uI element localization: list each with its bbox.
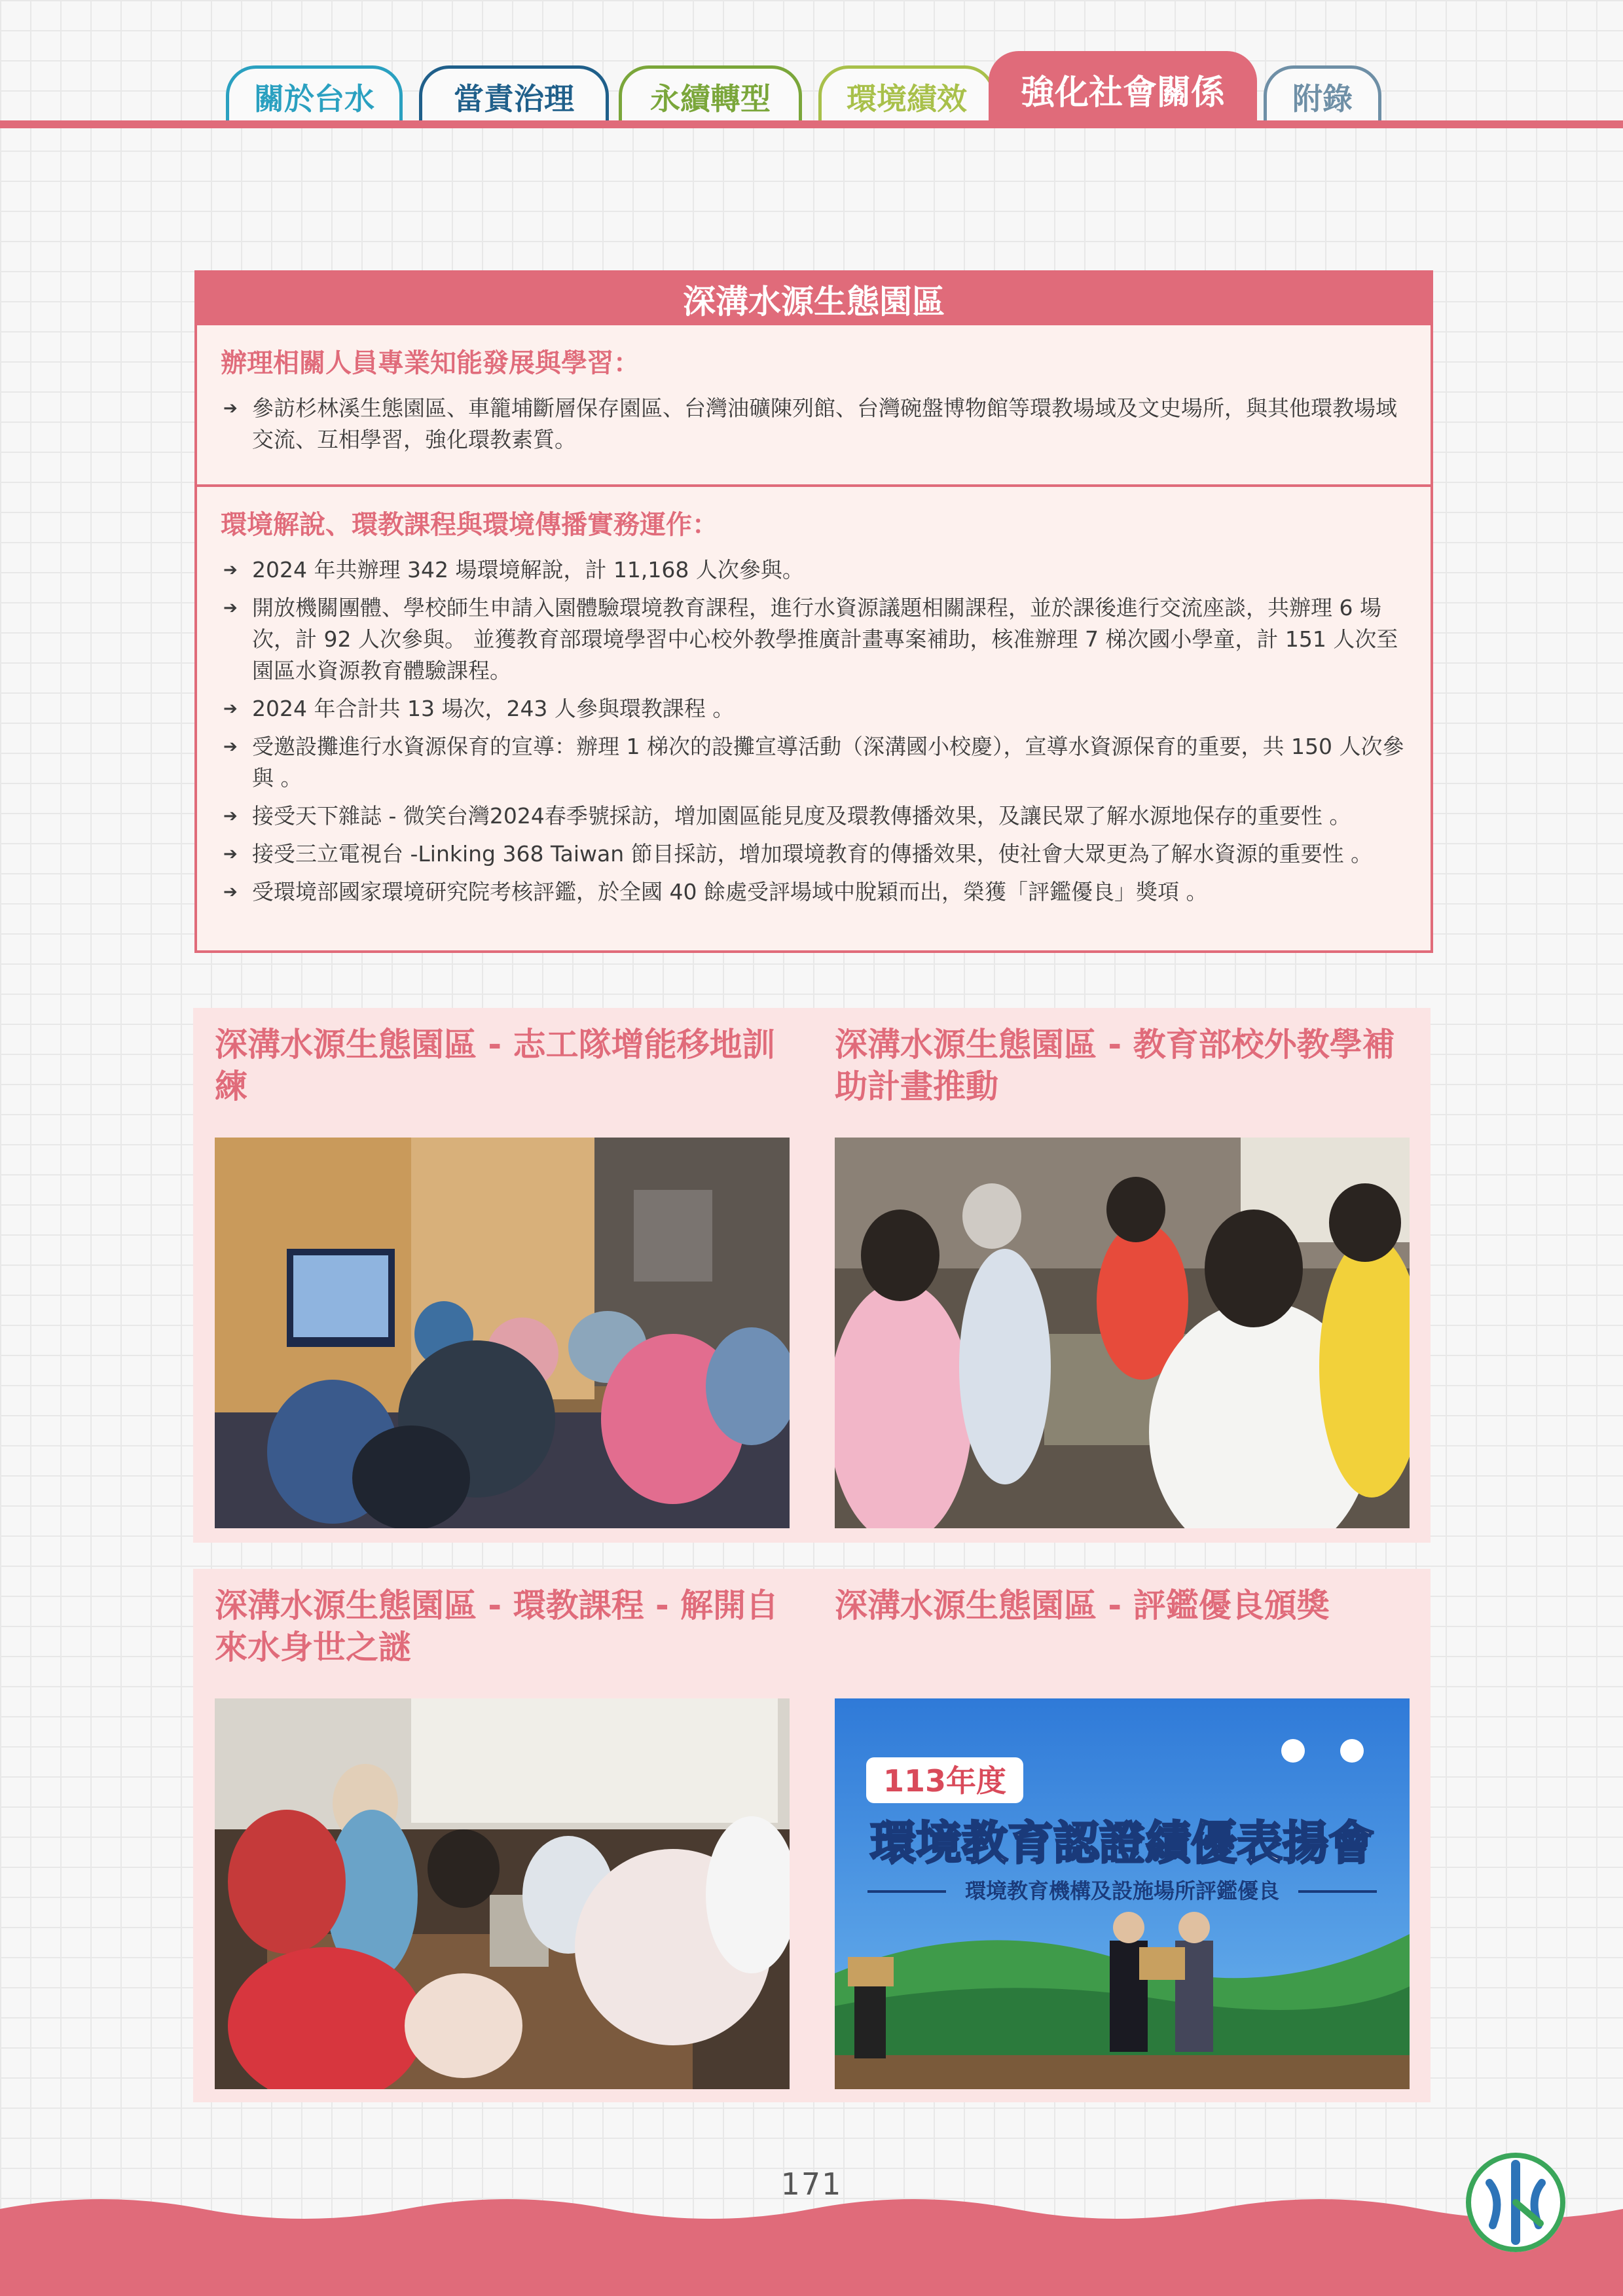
photo-panel-top [193, 1008, 1431, 1543]
photo-card-volunteer-training [215, 1024, 791, 1115]
bullet-item: ➔ 參訪杉林溪生態園區、車籠埔斷層保存園區、台灣油礦陳列館、台灣碗盤博物館等環教場域及文史場所，與其他環教場域交流、互相學習，強化環教素質。 [221, 393, 1407, 456]
section-professional-learning [197, 325, 1431, 484]
photo-caption: 深溝水源生態園區 - 環教課程 - 解開自來水身世之謎 [215, 1587, 779, 1666]
page-number: 171 [780, 2166, 843, 2202]
section-heading: 辦理相關人員專業知能發展與學習： [221, 348, 640, 378]
school-visit-image [835, 1138, 1410, 1528]
footer-wave [0, 2196, 1623, 2296]
banner-year: 113年度 [883, 1763, 1007, 1799]
bullet-list [221, 554, 1407, 908]
photo-award-ceremony [835, 1698, 1410, 2089]
tab-sustainability[interactable]: 永續轉型 [619, 65, 802, 124]
photo-panel-bottom [193, 1569, 1431, 2102]
bullet-item: ➔ 2024 年合計共 13 場次，243 人參與環教課程 。 [221, 693, 1407, 725]
section-environment-education [197, 484, 1431, 908]
tab-underline [0, 120, 1623, 128]
tab-appendix[interactable]: 附錄 [1264, 65, 1381, 124]
banner-headline: 環境教育認證績優表揚會 [870, 1816, 1374, 1870]
bullet-item: ➔ 受環境部國家環境研究院考核評鑑，於全國 40 餘處受評場域中脫穎而出，榮獲「評鑑優良」獎項 。 [221, 876, 1407, 908]
water-company-logo-icon [1463, 2150, 1568, 2255]
banner-subline: 環境教育機構及設施場所評鑑優良 [964, 1878, 1280, 1903]
info-box-title: 深溝水源生態園區 [197, 273, 1431, 325]
tab-social-relations[interactable]: 強化社會關係 [989, 51, 1257, 124]
bullet-item: ➔ 2024 年共辦理 342 場環境解說，計 11,168 人次參與。 [221, 554, 1407, 586]
photo-volunteer-training [215, 1138, 790, 1528]
bullet-list [221, 393, 1407, 456]
photo-ministry-subsidy [835, 1138, 1410, 1528]
tab-about[interactable]: 關於台水 [226, 65, 403, 124]
park-info-box [194, 270, 1433, 953]
volunteer-training-image [215, 1138, 790, 1528]
photo-caption: 深溝水源生態園區 - 評鑑優良頒獎 [835, 1587, 1330, 1624]
bullet-item: ➔ 受邀設攤進行水資源保育的宣導：辦理 1 梯次的設攤宣導活動（深溝國小校慶），宣導水資源保育的重要，共 150 人次參與 。 [221, 731, 1407, 794]
award-ceremony-image [835, 1698, 1410, 2089]
tab-governance[interactable]: 當責治理 [419, 65, 609, 124]
tab-environment[interactable]: 環境績效 [818, 65, 995, 124]
photo-card-ministry-subsidy [835, 1024, 1411, 1115]
section-heading: 環境解說、環教課程與環境傳播實務運作： [221, 510, 718, 540]
section-tab-bar [0, 0, 1623, 137]
photo-caption: 深溝水源生態園區 - 教育部校外教學補助計畫推動 [835, 1026, 1395, 1105]
bullet-item: ➔ 接受天下雜誌 - 微笑台灣2024春季號採訪，增加園區能見度及環教傳播效果，及讓民眾了解水源地保存的重要性 。 [221, 800, 1407, 832]
photo-tap-water-course [215, 1698, 790, 2089]
bullet-item: ➔ 開放機關團體、學校師生申請入園體驗環境教育課程，進行水資源議題相關課程，並於課後進行交流座談，共辦理 6 場次，計 92 人次參與。 並獲教育部環境學習中心校外教學推廣計畫專案補助，核准辦理 7 梯次國小學童，計 151 人次至園區水資源教育體驗課程。 [221, 592, 1407, 687]
photo-card-tap-water-course [215, 1585, 791, 1676]
photo-card-award-ceremony [835, 1585, 1411, 1903]
course-image [215, 1698, 790, 2089]
photo-caption: 深溝水源生態園區 - 志工隊增能移地訓練 [215, 1026, 775, 1105]
bullet-item: ➔ 接受三立電視台 -Linking 368 Taiwan 節目採訪，增加環境教育的傳播效果，使社會大眾更為了解水資源的重要性 。 [221, 838, 1407, 870]
